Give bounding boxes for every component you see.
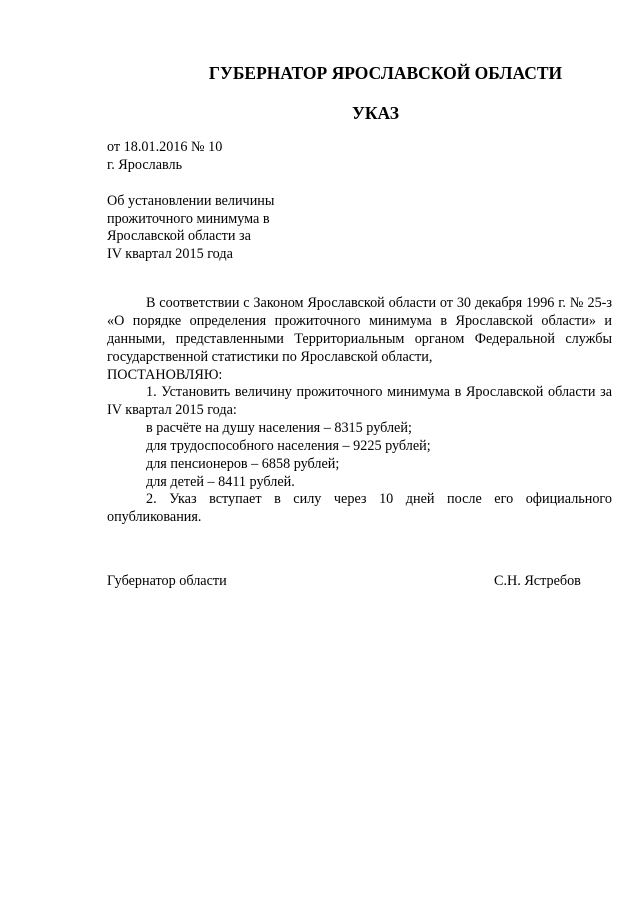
resolve-word: ПОСТАНОВЛЯЮ: (107, 367, 223, 383)
item-2-paragraph: 2. Указ вступает в силу через 10 дней после его официального опубликования. (107, 491, 612, 526)
subject-line: Об установлении величины (107, 193, 275, 209)
date-number: от 18.01.2016 № 10 (107, 139, 223, 155)
preamble-paragraph: В соответствии с Законом Ярославской области от 30 декабря 1996 г. № 25-з «О порядке определения прожиточного минимума в Ярославской области» и данными, представленными Территориальным органом Федеральной службы государственной статистики по Ярославской области, (107, 295, 612, 366)
subject-line: Ярославской области за (107, 228, 251, 244)
value-children: для детей – 8411 рублей. (146, 474, 295, 490)
signature-name: С.Н. Ястребов (494, 573, 581, 589)
value-per-capita: в расчёте на душу населения – 8315 рублей; (146, 420, 412, 436)
item-1-paragraph: 1. Установить величину прожиточного минимума в Ярославской области за IV квартал 2015 года: (107, 384, 612, 419)
city: г. Ярославль (107, 157, 183, 173)
document-authority-title: ГУБЕРНАТОР ЯРОСЛАВСКОЙ ОБЛАСТИ (208, 63, 563, 83)
signature-position: Губернатор области (107, 573, 227, 589)
value-pensioners: для пенсионеров – 6858 рублей; (146, 456, 340, 472)
document-type-title: УКАЗ (352, 103, 399, 123)
value-working-age: для трудоспособного населения – 9225 рублей; (146, 438, 431, 454)
subject-line: IV квартал 2015 года (107, 246, 233, 262)
subject-line: прожиточного минимума в (107, 211, 270, 227)
